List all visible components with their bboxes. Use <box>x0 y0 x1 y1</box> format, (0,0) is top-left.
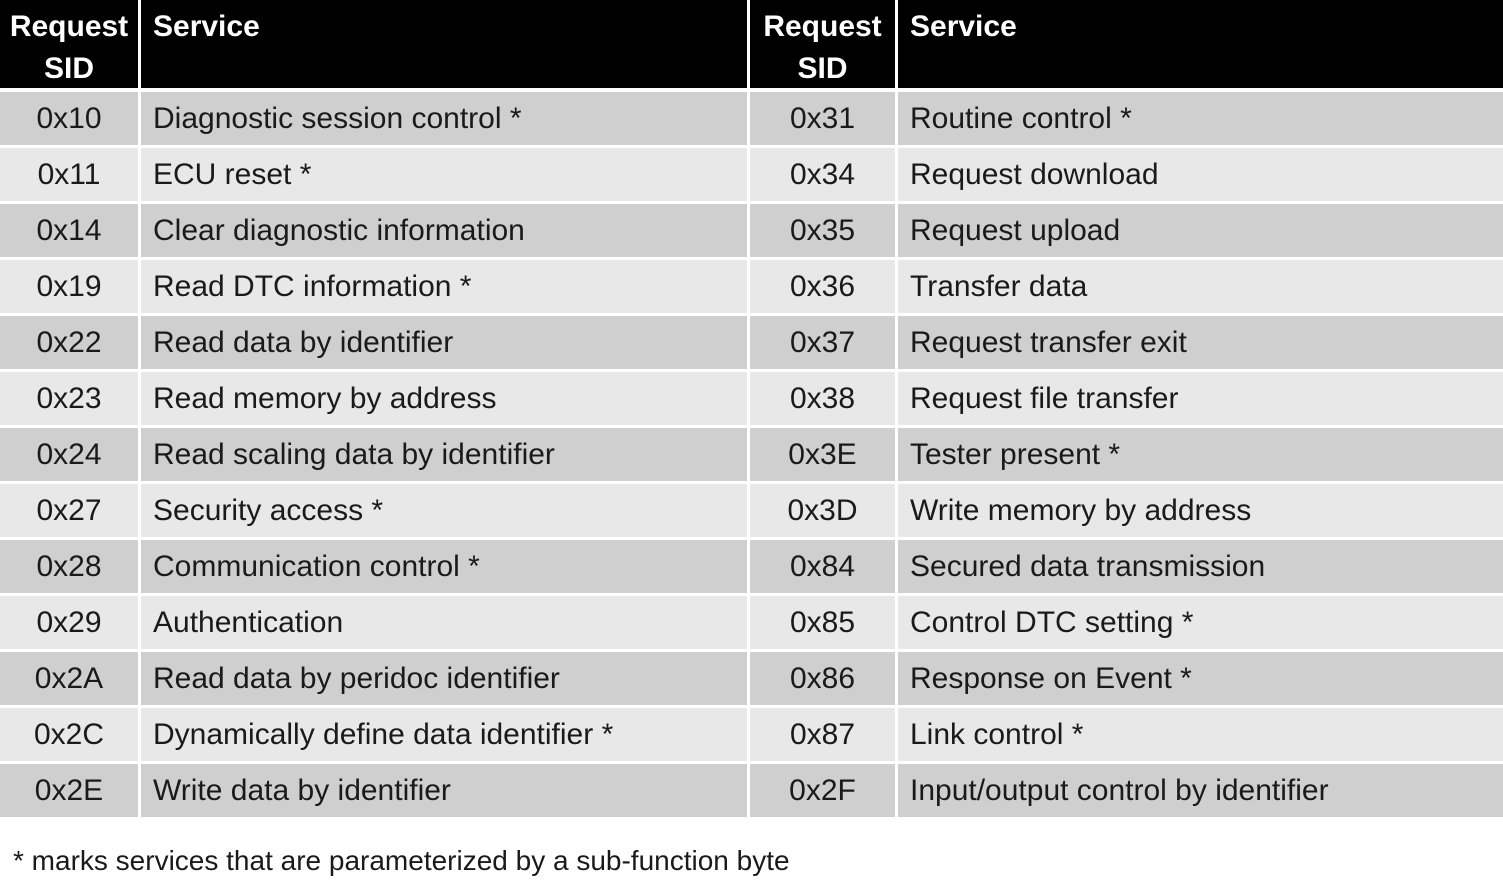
sid-cell-right: 0x37 <box>750 316 898 369</box>
sid-cell-left: 0x11 <box>0 148 141 201</box>
sid-cell-right: 0x85 <box>750 596 898 649</box>
sid-cell-right: 0x38 <box>750 372 898 425</box>
service-cell-left: Read data by identifier <box>141 316 750 369</box>
service-cell-right: Tester present * <box>910 437 1121 471</box>
sid-cell-right: 0x86 <box>750 652 898 705</box>
table-row <box>0 372 1503 428</box>
service-cell-left: Read DTC information * <box>141 260 750 313</box>
sid-cell-left: 0x22 <box>0 316 141 369</box>
header-request-sid-right: Request SID <box>750 0 898 88</box>
header-service-left: Service <box>141 0 750 88</box>
service-cell-right: Transfer data <box>910 269 1088 303</box>
service-cell-left: Read memory by address <box>141 372 750 425</box>
table-row <box>0 596 1503 652</box>
service-cell-right: Request transfer exit <box>910 325 1187 359</box>
service-cell-right: Secured data transmission <box>910 549 1266 583</box>
table-row <box>0 708 1503 764</box>
service-cell-right: Link control * <box>910 717 1084 751</box>
sid-cell-left: 0x2C <box>0 708 141 761</box>
table-row <box>0 652 1503 708</box>
sid-cell-left: 0x10 <box>0 92 141 145</box>
sid-cell-right: 0x34 <box>750 148 898 201</box>
sid-cell-right: 0x35 <box>750 204 898 257</box>
service-cell-left: Authentication <box>141 596 750 649</box>
service-cell-right: Request file transfer <box>910 381 1179 415</box>
service-cell-left: Write data by identifier <box>141 764 750 817</box>
service-cell-left: Security access * <box>141 484 750 537</box>
header-request-sid-left: Request SID <box>0 0 141 88</box>
table-row <box>0 260 1503 316</box>
sid-cell-left: 0x27 <box>0 484 141 537</box>
sid-cell-left: 0x2E <box>0 764 141 817</box>
sid-cell-left: 0x23 <box>0 372 141 425</box>
service-cell-left: Diagnostic session control * <box>141 92 750 145</box>
table-row <box>0 204 1503 260</box>
sid-cell-left: 0x28 <box>0 540 141 593</box>
sid-cell-right: 0x84 <box>750 540 898 593</box>
service-cell-right: Control DTC setting * <box>910 605 1194 639</box>
header-service-right: Service <box>910 10 1017 43</box>
table-row <box>0 148 1503 204</box>
sid-cell-right: 0x3D <box>750 484 898 537</box>
sid-cell-right: 0x36 <box>750 260 898 313</box>
service-cell-right: Request upload <box>910 213 1121 247</box>
service-cell-left: ECU reset * <box>141 148 750 201</box>
sid-cell-right: 0x3E <box>750 428 898 481</box>
sid-cell-left: 0x14 <box>0 204 141 257</box>
service-cell-left: Clear diagnostic information <box>141 204 750 257</box>
sid-cell-right: 0x31 <box>750 92 898 145</box>
sid-cell-left: 0x19 <box>0 260 141 313</box>
sid-cell-right: 0x87 <box>750 708 898 761</box>
service-cell-left: Communication control * <box>141 540 750 593</box>
service-cell-left: Read data by peridoc identifier <box>141 652 750 705</box>
table-row <box>0 540 1503 596</box>
service-cell-right: Response on Event * <box>910 661 1192 695</box>
table-row <box>0 764 1503 820</box>
sid-cell-right: 0x2F <box>750 764 898 817</box>
sid-cell-left: 0x2A <box>0 652 141 705</box>
table-row <box>0 316 1503 372</box>
table-header-row <box>0 0 1503 92</box>
service-cell-right: Routine control * <box>910 101 1132 135</box>
service-cell-left: Dynamically define data identifier * <box>141 708 750 761</box>
table-row <box>0 484 1503 540</box>
service-cell-left: Read scaling data by identifier <box>141 428 750 481</box>
sid-cell-left: 0x29 <box>0 596 141 649</box>
table-body <box>0 92 1503 820</box>
service-cell-right: Request download <box>910 157 1159 191</box>
table-row <box>0 92 1503 148</box>
service-cell-right: Input/output control by identifier <box>910 773 1329 807</box>
table-row <box>0 428 1503 484</box>
service-cell-right: Write memory by address <box>910 493 1252 527</box>
sid-cell-left: 0x24 <box>0 428 141 481</box>
footnote: * marks services that are parameterized by a sub-function byte <box>13 845 790 876</box>
